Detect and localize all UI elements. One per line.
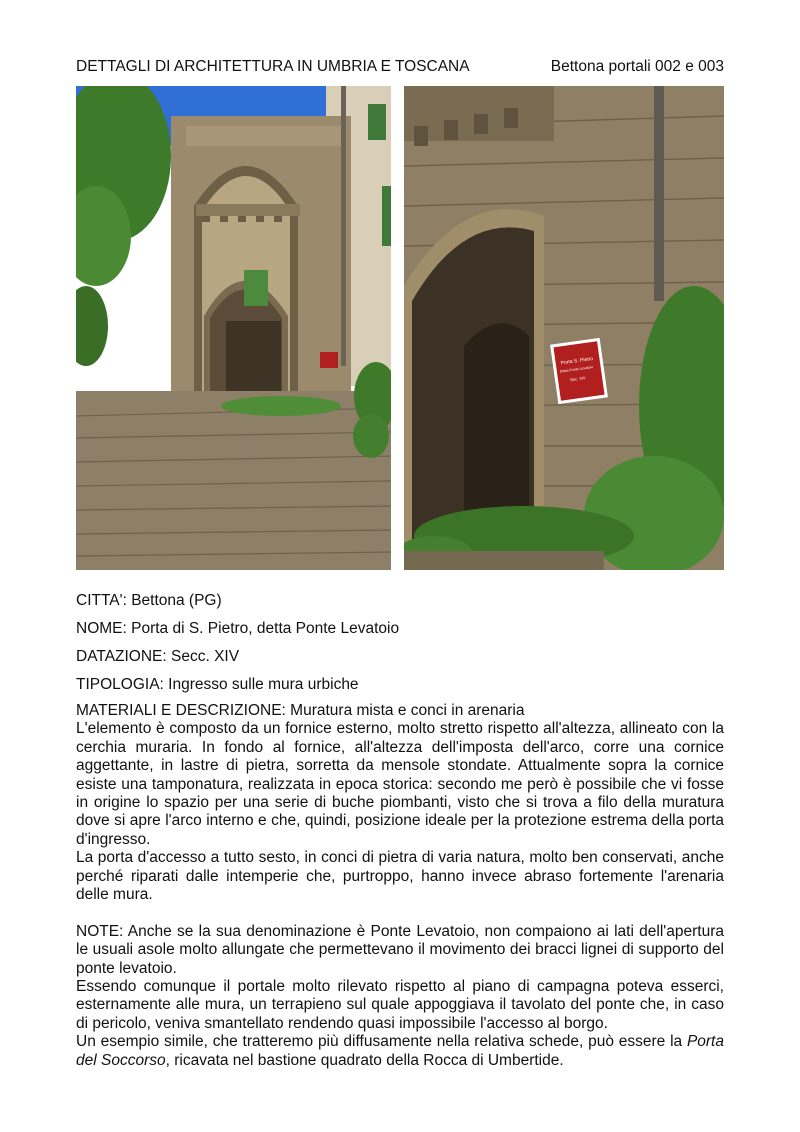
notes-paragraph-1: NOTE: Anche se la sua denominazione è Ponte Levatoio, non compaiono ai lati dell'apertura le usuali asole molto allungate che permettevano il movimento dei bracci lignei di supporto del ponte levatoio. [76,922,724,977]
photo-gate-front [76,86,391,570]
sign-line-3: Sec. XIV [569,375,586,383]
sign-line-1: Porta S. Pietro [560,355,594,367]
header-title: DETTAGLI DI ARCHITETTURA IN UMBRIA E TOSCANA [76,58,470,75]
field-tipologia: TIPOLOGIA: Ingresso sulle mura urbiche [76,676,359,693]
notes-p3-start: Un esempio simile, che tratteremo più diffusamente nella relativa schede, può essere la [76,1033,687,1051]
notes-paragraph-2: Essendo comunque il portale molto rilevato rispetto al piano di campagna poteva esserci, esternamente alle mura, un terrapieno sul quale appoggiava il tavolato del ponte che, in caso di pericolo, veniva smantellato rendendo quasi impossibile l'accesso al borgo. [76,978,724,1032]
notes-p3-italic: Porta del Soccorso [76,1033,724,1069]
description-paragraph-1: L'elemento è composto da un fornice esterno, molto stretto rispetto all'altezza, allineato con la cerchia muraria. In fondo al fornice, all'altezza dell'imposta dell'arco, corre una cornice aggettante, in lastre di pietra, sorretta da mensole stondate. Attualmente sopra la cornice esiste una tamponatura, realizzata in epoca storica: secondo me però è possibile che vi fosse in origine lo spazio per una serie di buche piombanti, visto che si trova a filo della muratura dove si apre l'arco interno e che, quindi, posizione ideale per la protezione estrema della porta d'ingresso. [76,720,724,848]
page-header [76,58,724,80]
field-datazione: DATAZIONE: Secc. XIV [76,648,240,665]
field-nome: NOME: Porta di S. Pietro, detta Ponte Levatoio [76,620,400,637]
photo-gate-detail-image [404,86,724,570]
description-heading: MATERIALI E DESCRIZIONE: Muratura mista e conci in arenaria [76,702,525,719]
description-block [76,702,724,1070]
photo-gate-detail [404,86,724,570]
header-reference: Bettona portali 002 e 003 [550,58,724,75]
field-citta: CITTA': Bettona (PG) [76,592,222,609]
sign-plaque [550,338,608,404]
sign-line-2: Detta Ponte Levatoio [559,365,594,374]
description-paragraph-2: La porta d'accesso a tutto sesto, in conci di pietra di varia natura, molto ben conservati, anche perché riparati dalle intemperie che, purtroppo, hanno invece abraso fortemente l'arenaria delle mura. [76,849,724,904]
notes-paragraph-3 [76,1033,724,1070]
notes-p3-end: , ricavata nel bastione quadrato della Rocca di Umbertide. [165,1051,564,1069]
photo-gate-front-image [76,86,391,570]
